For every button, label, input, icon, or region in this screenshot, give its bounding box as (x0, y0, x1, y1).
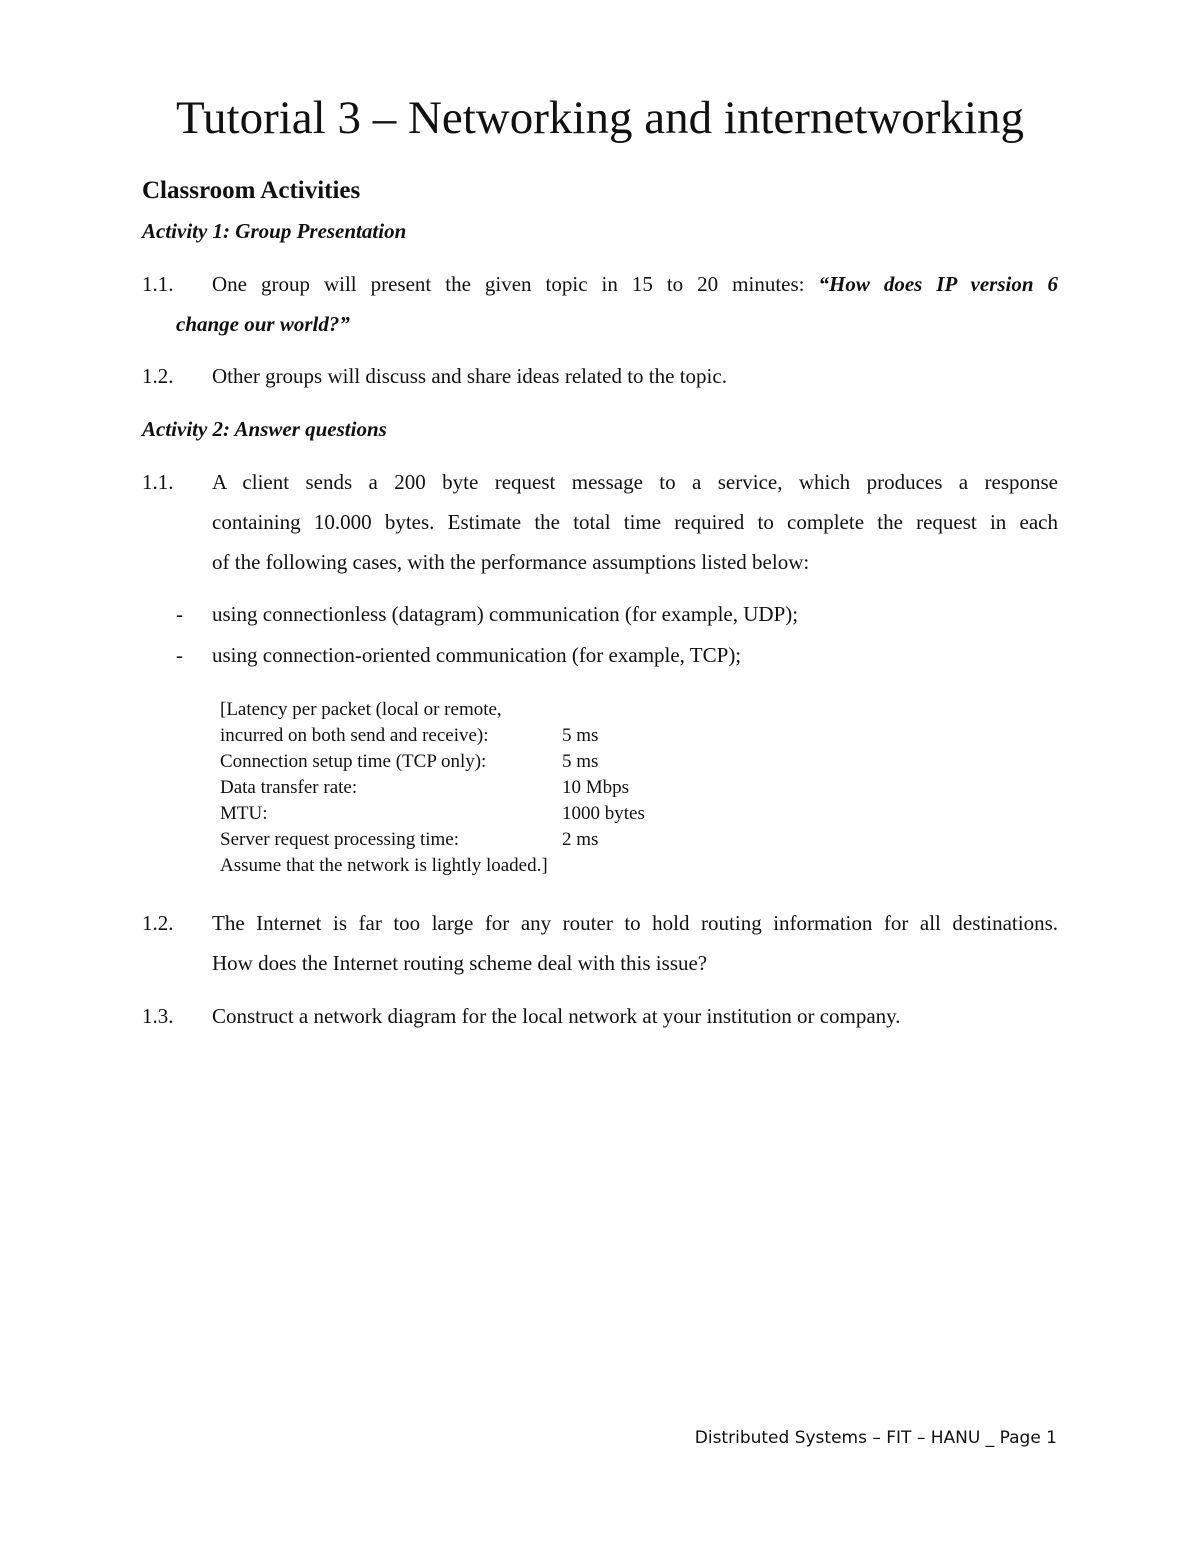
assumption-value: 5 ms (562, 751, 599, 772)
assumption-value: 10 Mbps (562, 777, 630, 798)
question-line-1: The Internet is far too large for any router to hold routing information for all destinations. (212, 911, 1058, 935)
activity-1-item-2 (142, 356, 1058, 396)
assumption-label: Assume that the network is lightly loaded.] (220, 855, 548, 876)
item-text: One group will present the given topic in 15 to 20 minutes: (212, 272, 819, 296)
section-heading: Classroom Activities (142, 177, 361, 204)
activity-1-heading: Activity 1: Group Presentation (142, 219, 407, 243)
item-text: Other groups will discuss and share ideas related to the topic. (212, 364, 727, 388)
item-number: 1.2. (142, 911, 174, 935)
item-text-line-2 (142, 304, 1058, 344)
item-number: 1.1. (142, 470, 174, 494)
assumption-label: [Latency per packet (local or remote, (220, 699, 502, 720)
assumption-label: incurred on both send and receive): (220, 725, 489, 746)
topic-emphasis-2: change our world?” (176, 312, 350, 336)
activity-2-heading: Activity 2: Answer questions (142, 417, 387, 441)
bullet-dash: - (176, 643, 183, 667)
assumption-label: MTU: (220, 803, 268, 824)
assumption-label: Connection setup time (TCP only): (220, 751, 487, 772)
assumption-value: 5 ms (562, 725, 599, 746)
question-line-2: containing 10.000 bytes. Estimate the total time required to complete the request in each (212, 510, 1058, 534)
item-number: 1.3. (142, 1004, 174, 1028)
topic-emphasis-1: “How does IP version 6 (818, 272, 1059, 296)
question-line-1: A client sends a 200 byte request message to a service, which produces a response (212, 470, 1058, 494)
activity-2-question-1 (142, 462, 1058, 582)
bullet-dash: - (176, 602, 183, 626)
assumption-value: 2 ms (562, 829, 599, 850)
assumption-label: Data transfer rate: (220, 777, 358, 798)
assumption-value: 1000 bytes (562, 803, 645, 824)
activity-1-item-1 (142, 264, 1058, 344)
item-number: 1.1. (142, 272, 174, 296)
bullet-text: using connectionless (datagram) communication (for example, UDP); (212, 602, 799, 626)
item-text-line-1 (212, 264, 1058, 304)
activity-2-question-2 (142, 903, 1058, 983)
activity-2-question-3 (142, 996, 1058, 1036)
page-footer: Distributed Systems – FIT – HANU _ Page 1 (694, 1428, 1057, 1448)
question-line-3: of the following cases, with the performance assumptions listed below: (212, 550, 810, 574)
item-number: 1.2. (142, 364, 174, 388)
bullet-text: using connection-oriented communication (for example, TCP); (212, 643, 742, 667)
assumption-label: Server request processing time: (220, 829, 460, 850)
page-title: Tutorial 3 – Networking and internetworking (175, 92, 1025, 144)
question-line-2: How does the Internet routing scheme deal with this issue? (212, 951, 708, 975)
question-line-1: Construct a network diagram for the local network at your institution or company. (212, 1004, 901, 1028)
